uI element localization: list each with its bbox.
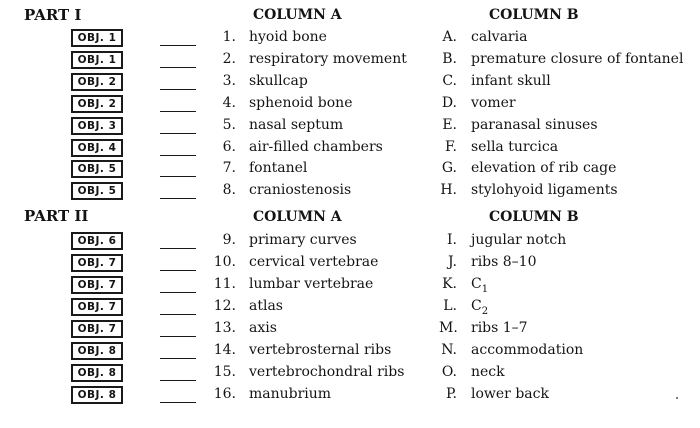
objective-badge: OBJ. 3 [71,117,123,135]
answer-blank[interactable] [160,67,196,68]
objective-badge: OBJ. 7 [71,254,123,272]
answer-blank[interactable] [160,270,196,271]
column-a-term: sphenoid bone [249,94,353,111]
answer-blank[interactable] [160,402,196,403]
objective-badge: OBJ. 7 [71,276,123,294]
item-number: 11. [213,276,236,292]
column-b-definition [471,182,618,198]
column-b-letter: L. [443,298,457,314]
objective-badge: OBJ. 1 [71,51,123,69]
column-b-definition [471,386,549,402]
answer-blank[interactable] [160,176,196,177]
definition-text: neck [471,364,505,380]
definition-text: accommodation [471,342,584,358]
objective-badge: OBJ. 6 [71,232,123,250]
item-number: 4. [222,94,236,111]
item-number: 12. [213,298,236,314]
definition-text: calvaria [471,29,528,45]
answer-blank[interactable] [160,89,196,90]
objective-badge: OBJ. 5 [71,182,123,200]
column-b-header: COLUMN B [489,7,579,23]
column-a-term: skullcap [249,72,308,89]
column-b-letter: D. [441,94,457,111]
column-b-definition [471,29,527,45]
answer-blank[interactable] [160,198,196,199]
definition-text: vomer [471,94,516,111]
answer-blank[interactable] [160,248,196,249]
column-b-header: COLUMN B [489,209,579,225]
column-b-letter: G. [441,160,457,177]
item-number: 3. [222,72,236,89]
item-number: 10. [213,254,236,270]
definition-text: lower back [471,386,549,402]
column-b-letter: F. [445,138,457,155]
column-b-definition [471,160,616,176]
answer-blank[interactable] [160,292,196,293]
answer-blank[interactable] [160,133,196,134]
item-number: 14. [213,342,236,358]
column-a-term: manubrium [249,386,332,402]
item-number: 9. [222,232,236,248]
column-a-term: atlas [249,298,283,314]
objective-badge: OBJ. 8 [71,342,123,360]
column-a-term: respiratory movement [249,50,407,67]
column-b-letter: H. [440,182,457,199]
definition-subscript: 1 [481,283,489,295]
definition-text: jugular notch [471,232,567,248]
column-b-letter: K. [442,276,457,292]
stray-mark [676,397,678,399]
column-b-letter: B. [442,50,457,67]
item-number: 6. [222,138,236,155]
objective-badge: OBJ. 8 [71,364,123,382]
item-number: 7. [222,160,236,177]
definition-text: premature closure of fontanel [471,50,684,67]
column-b-letter: P. [445,386,457,402]
column-b-letter: C. [442,72,457,89]
item-number: 1. [222,29,236,45]
column-b-definition [471,342,583,358]
column-a-term: axis [249,320,277,336]
column-b-letter: O. [441,364,457,380]
column-a-header: COLUMN A [253,209,342,225]
column-a-term: fontanel [249,160,308,177]
item-number: 5. [222,116,236,133]
column-a-header: COLUMN A [253,7,342,23]
item-number: 16. [213,386,236,402]
column-b-definition [471,117,598,133]
item-number: 13. [213,320,236,336]
definition-subscript: 2 [481,305,489,317]
answer-blank[interactable] [160,45,196,46]
part-title: PART I [24,6,82,24]
column-b-definition [471,139,558,155]
answer-blank[interactable] [160,314,196,315]
column-b-definition [471,298,488,317]
column-b-definition [471,232,566,248]
column-b-letter: A. [442,29,457,45]
objective-badge: OBJ. 2 [71,95,123,113]
answer-blank[interactable] [160,155,196,156]
column-b-letter: I. [447,232,457,248]
item-number: 2. [222,50,236,67]
definition-text: elevation of rib cage [471,160,617,177]
definition-text: ribs 8–10 [471,254,537,270]
column-a-term: hyoid bone [249,29,327,45]
answer-blank[interactable] [160,358,196,359]
objective-badge: OBJ. 7 [71,320,123,338]
objective-badge: OBJ. 7 [71,298,123,316]
definition-text: ribs 1–7 [471,320,528,336]
column-b-definition [471,95,516,111]
column-b-definition [471,276,488,295]
definition-text: C [471,276,482,292]
answer-blank[interactable] [160,336,196,337]
answer-blank[interactable] [160,380,196,381]
objective-badge: OBJ. 2 [71,73,123,91]
objective-badge: OBJ. 4 [71,139,123,157]
part-title: PART II [24,207,89,225]
column-a-term: air-filled chambers [249,138,383,155]
column-b-letter: M. [439,320,458,336]
column-a-term: lumbar vertebrae [249,276,374,292]
definition-text: C [471,298,482,314]
objective-badge: OBJ. 1 [71,29,123,47]
column-b-definition [471,254,537,270]
column-b-letter: J. [448,254,457,270]
objective-badge: OBJ. 8 [71,386,123,404]
item-number: 8. [222,182,236,199]
column-b-letter: E. [442,116,457,133]
column-a-term: primary curves [249,232,357,248]
objective-badge: OBJ. 5 [71,160,123,178]
answer-blank[interactable] [160,111,196,112]
column-a-term: craniostenosis [249,182,352,199]
definition-text: stylohyoid ligaments [471,182,618,199]
definition-text: infant skull [471,72,551,89]
item-number: 15. [213,364,236,380]
column-b-definition [471,364,505,380]
column-b-definition [471,320,528,336]
column-a-term: nasal septum [249,116,344,133]
column-b-letter: N. [441,342,457,358]
definition-text: sella turcica [471,138,559,155]
definition-text: paranasal sinuses [471,116,598,133]
column-b-definition [471,51,683,67]
column-a-term: vertebrosternal ribs [249,342,392,358]
column-b-definition [471,73,551,89]
column-a-term: vertebrochondral ribs [249,364,405,380]
column-a-term: cervical vertebrae [249,254,379,270]
